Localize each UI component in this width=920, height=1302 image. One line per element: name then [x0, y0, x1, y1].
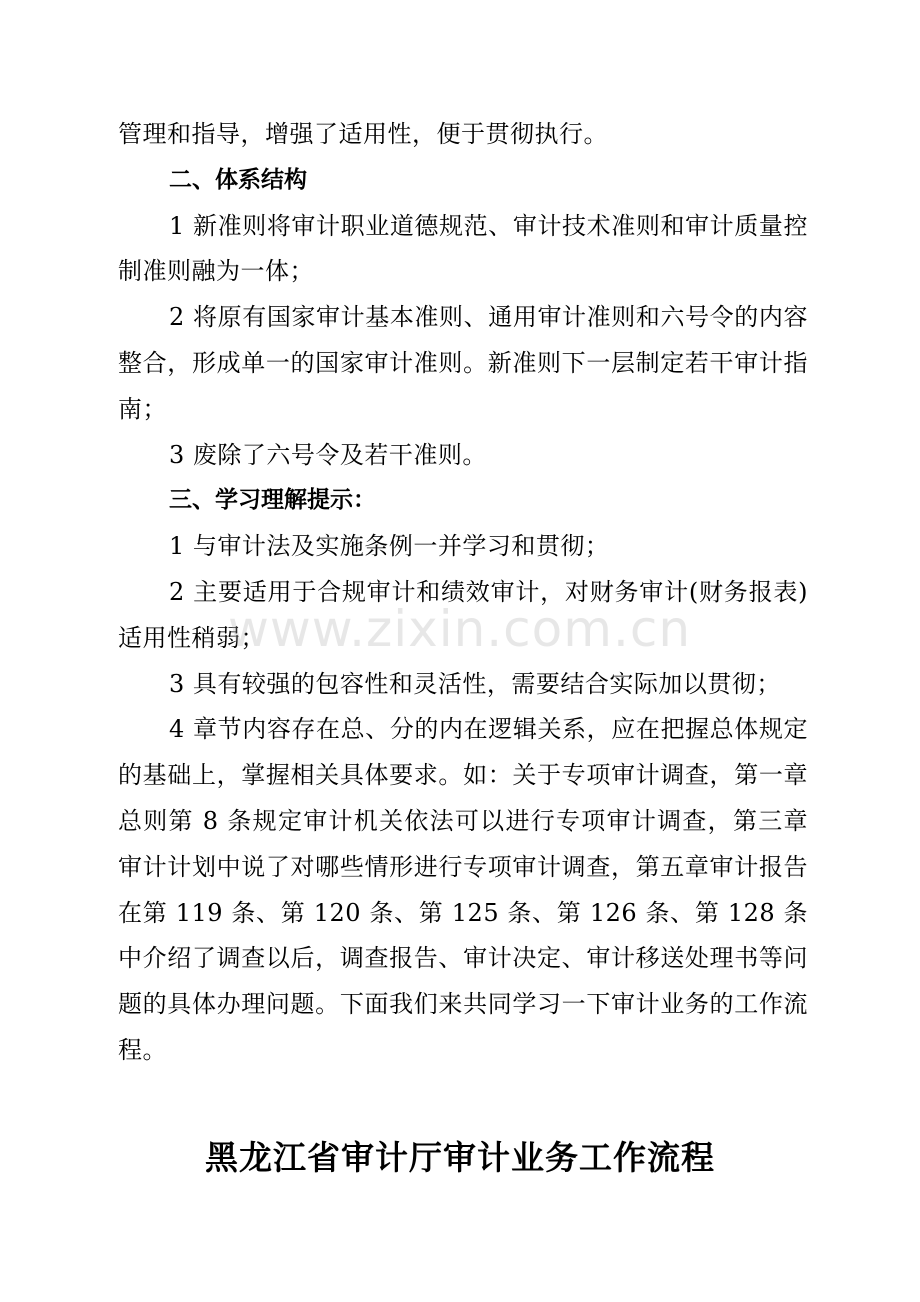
- document-body: [118, 112, 808, 1074]
- paragraph: 1 新准则将审计职业道德规范、审计技术准则和审计质量控制准则融为一体；: [118, 211, 808, 286]
- paragraph: 3 废除了六号令及若干准则。: [169, 440, 487, 469]
- section-heading: 三、学习理解提示：: [169, 487, 376, 514]
- paragraph: 管理和指导，增强了适用性，便于贯彻执行。: [118, 120, 608, 148]
- paragraph: 3 具有较强的包容性和灵活性，需要结合实际加以贯彻；: [169, 669, 781, 698]
- paragraph: 2 主要适用于合规审计和绩效审计，对财务审计(财务报表)适用性稍弱；: [118, 577, 808, 652]
- document-title: 黑龙江省审计厅审计业务工作流程: [205, 1138, 715, 1177]
- paragraph: 4 章节内容存在总、分的内在逻辑关系，应在把握总体规定的基础上，掌握相关具体要求。如：关于专项审计调查，第一章总则第 8 条规定审计机关依法可以进行专项审计调查，第三章审计计划中说了对哪些情形进行专项审计调查，第五章审计报告在第 119 条、第 120 条、第 125 条、第 126 条、第 128 条中介绍了调查以后，调查报告、审计决定、审计移送处理书等问题的具体办理问题。下面我们来共同学习一下审计业务的工作流程。: [118, 715, 808, 1064]
- section-heading: 二、体系结构: [169, 166, 307, 193]
- paragraph: 1 与审计法及实施条例一并学习和贯彻；: [169, 532, 610, 561]
- watermark: www.zixin.com.cn: [228, 600, 692, 658]
- paragraph: 2 将原有国家审计基本准则、通用审计准则和六号令的内容整合，形成单一的国家审计准则。新准则下一层制定若干审计指南；: [118, 303, 808, 423]
